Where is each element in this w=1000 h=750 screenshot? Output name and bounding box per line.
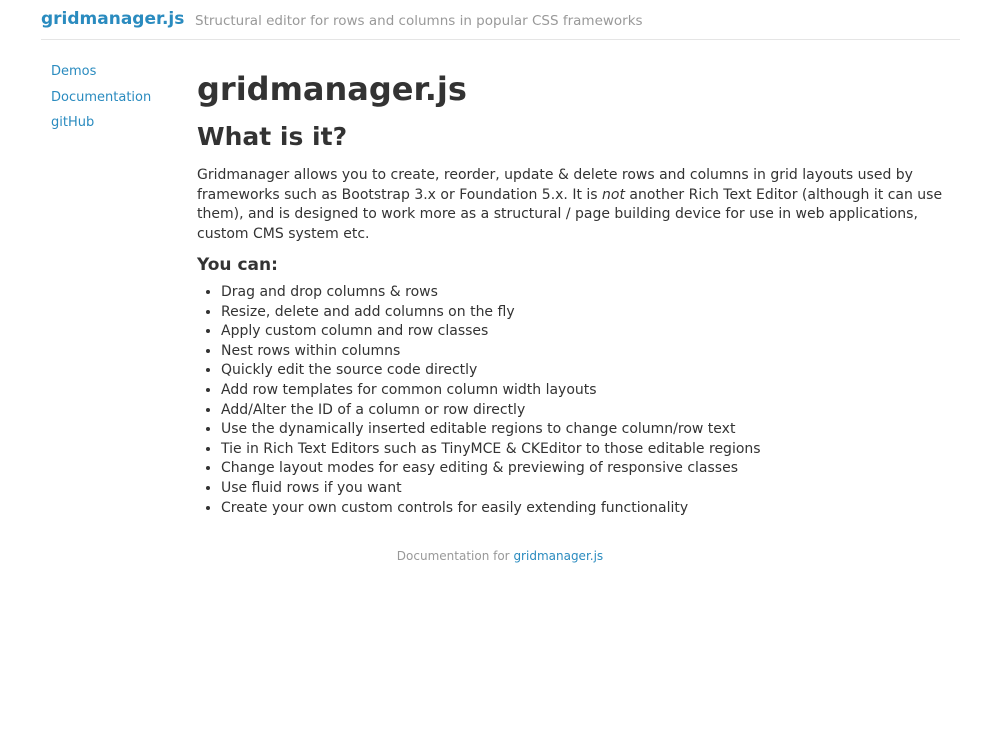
list-item: • Apply custom column and row classes: [221, 322, 961, 342]
list-item: • Add row templates for common column width layouts: [221, 381, 961, 401]
list-item: • Drag and drop columns & rows: [221, 283, 961, 303]
intro-text-end: another Rich Text Editor (although it can use them), and is designed to work more as a structural / page building device for use in web applications, custom CMS system etc.: [197, 186, 943, 242]
list-item: • Quickly edit the source code directly: [221, 361, 961, 381]
list-item: • Resize, delete and add columns on the fly: [221, 303, 961, 323]
list-item: • Use the dynamically inserted editable regions to change column/row text: [221, 420, 961, 440]
list-item: • Use fluid rows if you want: [221, 479, 961, 499]
page-title: gridmanager.js: [197, 70, 467, 108]
list-item: • Change layout modes for easy editing & previewing of responsive classes: [221, 459, 961, 479]
footer-link[interactable]: gridmanager.js: [513, 549, 604, 563]
footer: [0, 549, 1000, 563]
sidebar-item-demos[interactable]: Demos: [51, 64, 97, 79]
feature-list: [197, 283, 961, 518]
intro-emphasis: not: [602, 186, 625, 203]
sidebar-nav: [51, 64, 181, 141]
intro-paragraph: [197, 166, 967, 244]
section-heading-you-can: You can:: [197, 255, 278, 275]
brand-link[interactable]: gridmanager.js: [41, 9, 185, 29]
list-item: • Nest rows within columns: [221, 342, 961, 362]
top-bar: [41, 0, 960, 40]
list-item: • Create your own custom controls for easily extending functionality: [221, 499, 961, 519]
footer-text: Documentation for: [396, 549, 514, 563]
sidebar-item-documentation[interactable]: Documentation: [51, 89, 152, 105]
section-heading-what-is-it: What is it?: [197, 122, 348, 151]
sidebar-item-github[interactable]: gitHub: [51, 115, 95, 130]
tagline: Structural editor for rows and columns in popular CSS frameworks: [195, 13, 643, 29]
list-item: • Add/Alter the ID of a column or row directly: [221, 401, 961, 421]
intro-text-start: Gridmanager allows you to create, reorder, update & delete rows and columns in grid layouts used by frameworks such as Bootstrap 3.x or Foundation 5.x. It is: [197, 167, 913, 203]
list-item: • Tie in Rich Text Editors such as TinyMCE & CKEditor to those editable regions: [221, 440, 961, 460]
